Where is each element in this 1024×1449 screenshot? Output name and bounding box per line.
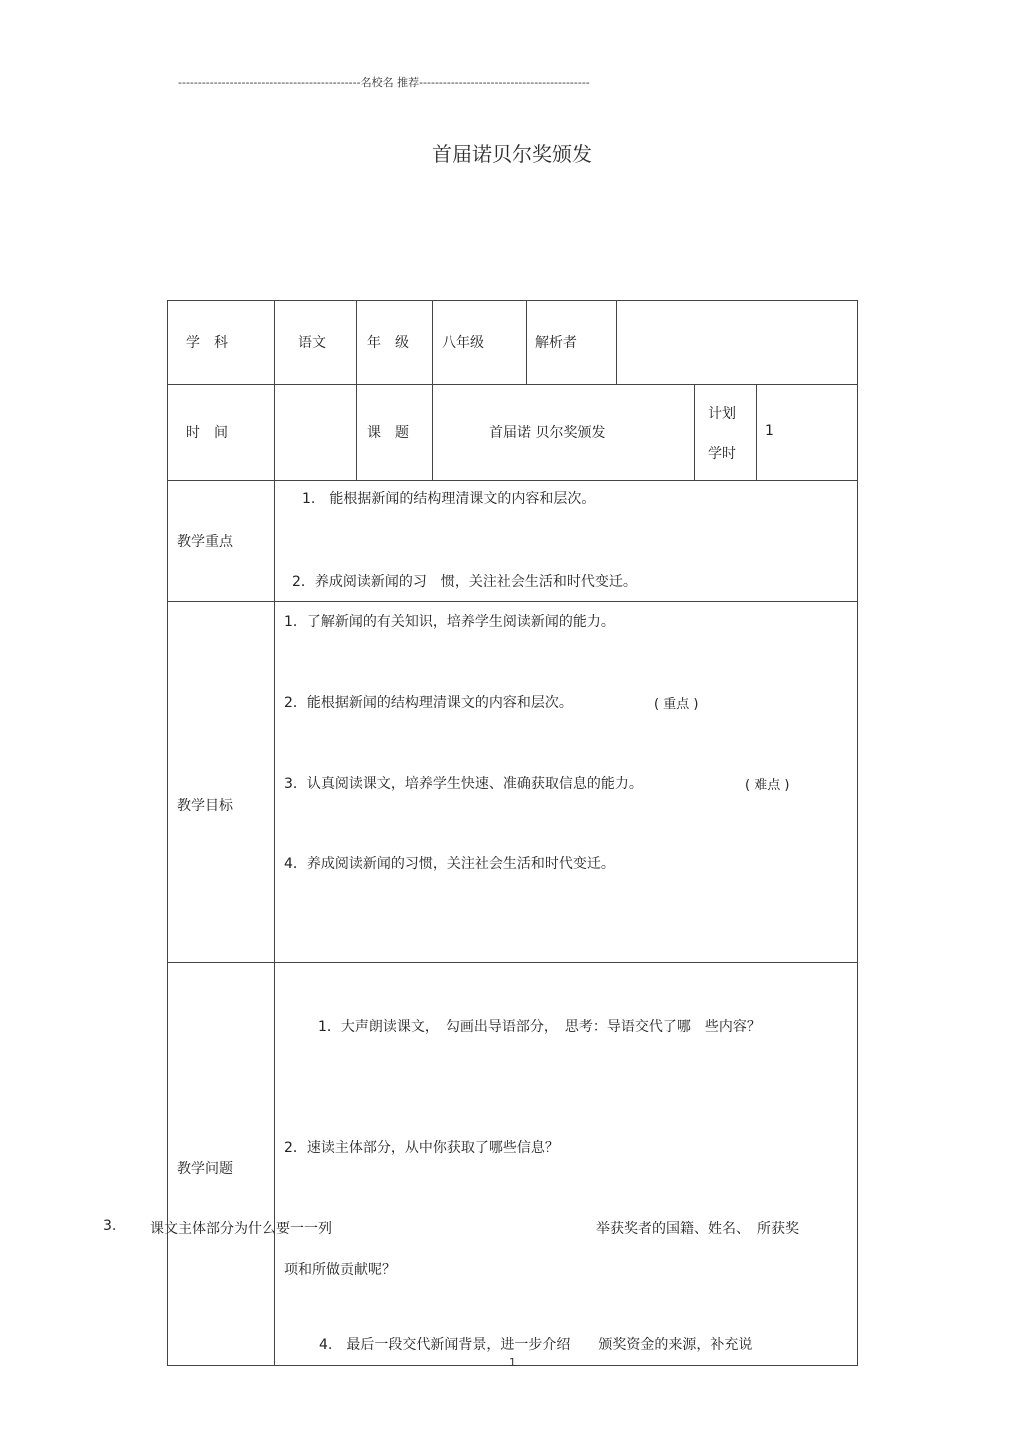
topic-value: 首届诺 贝尔奖颁发	[489, 425, 606, 441]
goal-item: 1．了解新闻的有关知识，培养学生阅读新闻的能力。	[284, 614, 615, 630]
page-header: ----------------------------------------------名校名 推荐-------------------------------------------	[178, 76, 590, 89]
subject-value: 语文	[298, 335, 326, 351]
plan-value: 1	[765, 423, 774, 439]
table-rule	[756, 384, 757, 480]
question-item: 举获奖者的国籍、姓名、 所获奖	[596, 1221, 799, 1237]
focus-label: 教学重点	[177, 534, 233, 550]
table-rule	[167, 962, 858, 963]
goal-item: 3．认真阅读课文，培养学生快速、准确获取信息的能力。	[284, 776, 643, 792]
table-rule	[694, 384, 695, 480]
page-title: 首届诺贝尔奖颁发	[432, 142, 592, 166]
goal-item: 4．养成阅读新闻的习惯，关注社会生活和时代变迁。	[284, 856, 615, 872]
goal-note: ( 重点 )	[654, 697, 699, 712]
question-item: 2．速读主体部分，从中你获取了哪些信息？	[284, 1140, 559, 1156]
goal-note: ( 难点 )	[745, 778, 790, 793]
question-item: 课文主体部分为什么要一一列	[150, 1221, 332, 1237]
grade-label: 年 级	[367, 335, 409, 351]
table-rule	[167, 480, 858, 481]
question-item: 4. 最后一段交代新闻背景，进一步介绍 颁奖资金的来源，补充说	[319, 1337, 753, 1353]
questions-label: 教学问题	[177, 1161, 233, 1177]
question-item: 项和所做贡献呢？	[284, 1262, 396, 1278]
table-rule	[432, 300, 433, 480]
table-rule	[356, 300, 357, 480]
lesson-table	[167, 300, 858, 1366]
focus-item: 1. 能根据新闻的结构理清课文的内容和层次。	[302, 491, 596, 507]
question-number: 3.	[103, 1218, 117, 1234]
topic-label: 课 题	[367, 425, 409, 441]
subject-label: 学 科	[186, 335, 228, 351]
goals-label: 教学目标	[177, 798, 233, 814]
goal-item: 2．能根据新闻的结构理清课文的内容和层次。	[284, 695, 573, 711]
table-rule	[167, 384, 858, 385]
focus-item: 2．养成阅读新闻的习 惯，关注社会生活和时代变迁。	[292, 574, 637, 590]
table-rule	[274, 300, 275, 1366]
page-number: 1	[509, 1356, 516, 1369]
table-rule	[167, 601, 858, 602]
plan-label-2: 学时	[708, 446, 736, 462]
time-label: 时 间	[186, 425, 228, 441]
grade-value: 八年级	[442, 335, 484, 351]
plan-label-1: 计划	[708, 406, 736, 422]
table-rule	[616, 300, 617, 384]
analyst-label: 解析者	[535, 335, 577, 351]
table-rule	[526, 300, 527, 384]
question-item: 1．大声朗读课文， 勾画出导语部分， 思考：导语交代了哪 些内容？	[318, 1019, 761, 1035]
